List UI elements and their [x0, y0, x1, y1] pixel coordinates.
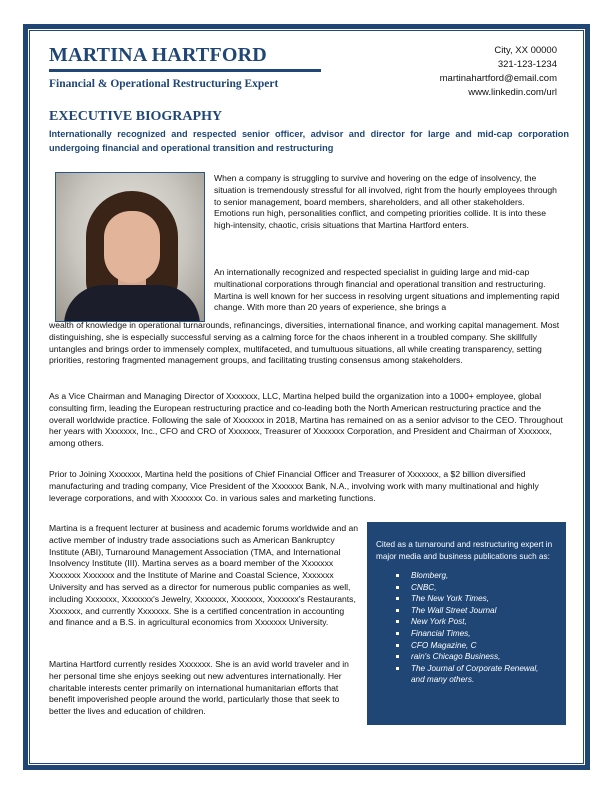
contact-email[interactable]: martinahartford@email.com — [439, 73, 557, 84]
section-subtitle: Internationally recognized and respected senior officer, advisor and director for large and mid-cap corporation undergoing financial and operational transition and restructuring — [49, 129, 569, 153]
citations-list — [376, 570, 558, 686]
portrait-photo — [55, 172, 205, 322]
citations-intro: Cited as a turnaround and restructuring expert in major media and business publications such as: — [376, 540, 553, 561]
citation-item: CFO Magazine, C — [376, 640, 558, 652]
bullet-icon — [396, 574, 399, 577]
bio-paragraph-prior-roles: Prior to Joining Xxxxxxx, Martina held the positions of Chief Financial Officer and Treasurer of Xxxxxxx, a $2 billion diversified manufacturing and trading company, Vice President of the Xxxxxxx Bank, N.A., involving work with many multinational and highly leverage corporations, and with Xxxxxxx Co. in various sales and marketing functions. — [49, 469, 539, 503]
section-title: EXECUTIVE BIOGRAPHY — [49, 109, 223, 124]
bio-paragraph-personal: Martina Hartford currently resides Xxxxxxx. She is an avid world traveler and in her personal time she enjoys seeking out new adventures internationally. Her charitable interests center primarily on international humanitarian efforts that benefit impoverished people around the world, particularly those that seek to better the lives and education of children. — [49, 659, 349, 717]
bullet-icon — [396, 620, 399, 623]
portrait-face-shape — [104, 211, 160, 283]
professional-tagline: Financial & Operational Restructuring Expert — [49, 78, 279, 90]
citation-item: New York Post, — [376, 616, 558, 628]
bullet-icon — [396, 644, 399, 647]
citation-item: Blomberg, — [376, 570, 558, 582]
bio-paragraph-lecturer: Martina is a frequent lecturer at business and academic forums worldwide and an active member of industry trade associations such as American Bankruptcy Institute (ABI), Turnaround Management Association (TMA, and International Insolvency Institute (III). Martina serves as a board member of the Xxxxxxx Xxxxxxx Xxxxxxx and the Institute of Marine and Coastal Science, Xxxxxxx University and has served as a director for numerous public companies as well, including Xxxxxxx, Xxxxxxx's Jewelry, Xxxxxxx, Xxxxxxx, Xxxxxxx's Restaurants, Xxxxxxx, and currently Xxxxxxx. She is a certified concentration in accounting and finance and a B.S. in agricultural economics from Xxxxxxx University. — [49, 523, 359, 628]
bullet-icon — [396, 586, 399, 589]
bullet-icon — [396, 667, 399, 670]
contact-phone: 321-123-1234 — [497, 59, 557, 70]
citation-item: The Wall Street Journal — [376, 605, 558, 617]
citation-item: The New York Times, — [376, 593, 558, 605]
person-name: MARTINA HARTFORD — [49, 44, 267, 66]
citation-item: CNBC, — [376, 582, 558, 594]
bio-paragraph-vice-chairman: As a Vice Chairman and Managing Director of Xxxxxxx, LLC, Martina helped build the organization into a 1000+ employee, global consulting firm, leading the European restructuring practice and co-leading both the North American restructuring practice and the overall worldwide practice. Following the sale of Xxxxxxx in 2018, Martina has remained on as a senior advisor to the CEO. Throughout her years with Xxxxxxx, Inc., CFO and CRO of Xxxxxxx, Treasurer of Xxxxxxx Corporation, and President and Chairman of Xxxxxxx, among others. — [49, 391, 563, 449]
citation-item: Financial Times, — [376, 628, 558, 640]
citation-item-continuation: and many others. — [411, 675, 475, 685]
bullet-icon — [396, 632, 399, 635]
name-underline-divider — [49, 69, 321, 72]
citation-item: rain's Chicago Business, — [376, 651, 558, 663]
contact-block — [440, 44, 557, 100]
contact-linkedin[interactable]: www.linkedin.com/url — [468, 87, 557, 98]
portrait-jacket-shape — [64, 285, 200, 322]
contact-city: City, XX 00000 — [494, 45, 557, 56]
citation-item: The Journal of Corporate Renewal, — [376, 663, 558, 675]
bullet-icon — [396, 597, 399, 600]
bio-paragraph-specialist-continued: wealth of knowledge in operational turnarounds, refinancings, diversities, international finance, and working capital management. Most distinguishing, she is especially successful serving as a calming force for the chaos inherent in a troubled company. She skillfully untangles and brings order to immensely complex, multifaceted, and tumultuous situations, all while creating transparency, setting priorities, restoring fragmented management groups, and facilitating trusting consensus among stakeholders. — [49, 320, 560, 366]
media-citations-box — [367, 522, 566, 725]
bio-paragraph-intro: When a company is struggling to survive and hovering on the edge of insolvency, the situation is tremendously stressful for all involved, right from the hourly employees through to senior management, board members, shareholders, and all other stakeholders. Emotions run high, personalities conflict, and competing priorities collide. It is into these high-intensity, chaotic, crisis situations that Martina Hartford enters. — [214, 173, 557, 231]
bullet-icon — [396, 655, 399, 658]
bullet-icon — [396, 609, 399, 612]
bio-paragraph-specialist: An internationally recognized and respected specialist in guiding large and mid-cap multinational corporations through financial and operational transition and restructuring. Martina is well known for her success in resolving urgent situations and implementing rapid change. With more than 20 years of experience, she brings a — [214, 267, 560, 313]
